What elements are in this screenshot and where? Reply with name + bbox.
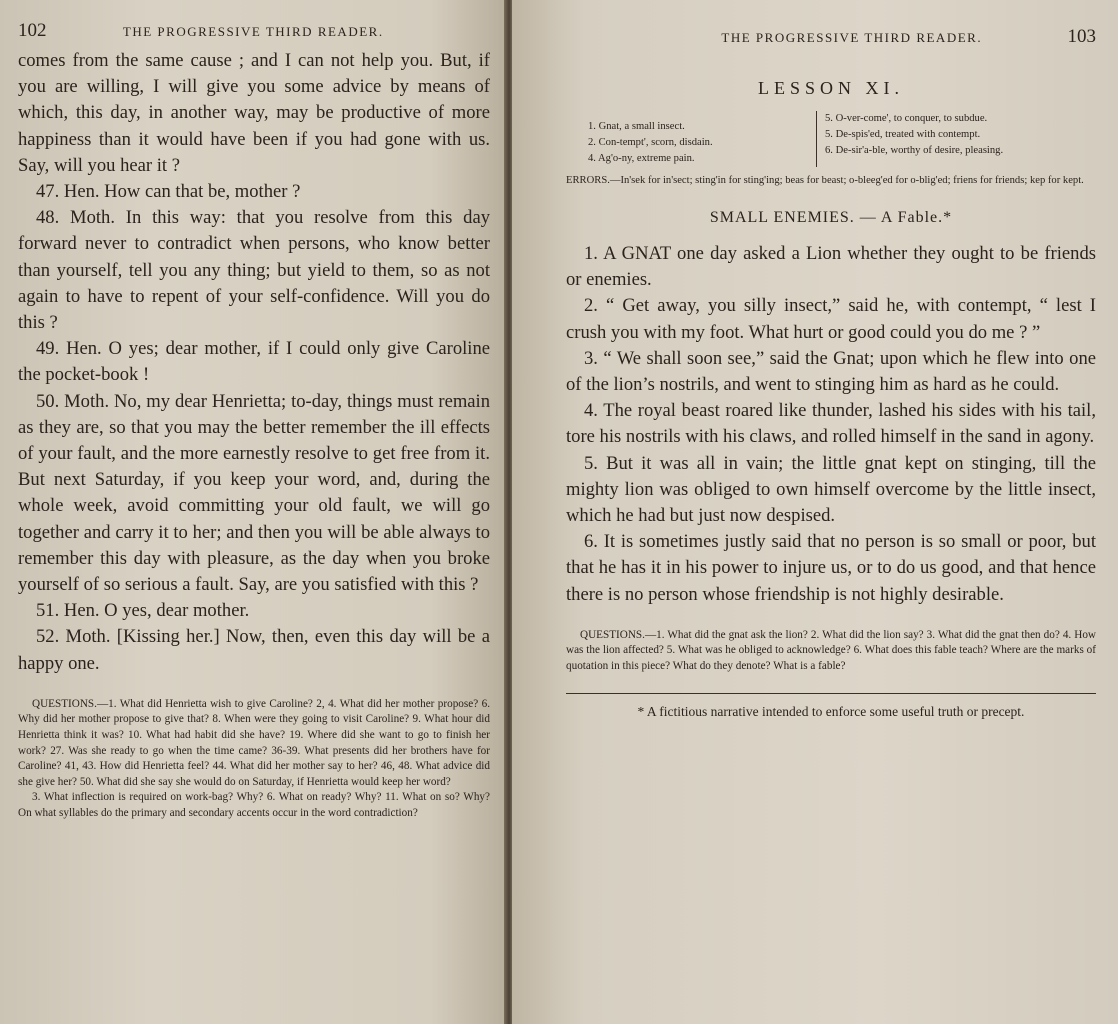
paragraph: 3. “ We shall soon see,” said the Gnat; upon which he flew into one of the lion’s nostrils, and went to stinging him as hard as he could. — [566, 347, 1096, 396]
paragraph: 1. A GNAT one day asked a Lion whether they ought to be friends or enemies. — [566, 243, 1096, 291]
footnote-rule — [566, 693, 1096, 694]
left-page — [0, 0, 506, 1024]
vocabulary-column-left — [588, 111, 816, 167]
questions-paragraph: 3. What inflection is required on work-bag? Why? 6. What on ready? Why? 11. What on so? Why? On what syllables do the primary and secondary accents occur in the word contradiction? — [18, 791, 490, 820]
right-page-number: 103 — [1067, 26, 1096, 47]
vocabulary-item: 2. Con-tempt', scorn, disdain. — [588, 137, 713, 148]
vocabulary-item: 4. Ag'o-ny, extreme pain. — [588, 153, 695, 164]
questions-paragraph: QUESTIONS.—1. What did the gnat ask the lion? 2. What did the lion say? 3. What did the gnat then do? 4. How was the lion affected? 5. What was he obliged to acknowledge? 6. What does this fable teach? Where are the marks of quotation in this piece? What do they denote? What is a fable? — [566, 628, 1096, 673]
story-title: SMALL ENEMIES. — A Fable.* — [709, 209, 953, 226]
right-running-head: THE PROGRESSIVE THIRD READER. — [721, 30, 983, 45]
paragraph: 5. But it was all in vain; the little gnat kept on stinging, till the mighty lion was obliged to own himself overcome by the little insect, which he had but just now despised. — [566, 452, 1096, 527]
paragraph: comes from the same cause ; and I can not help you. But, if you are willing, I will give you some advice by means of which, this day, in another way, may be productive of more happiness than it would have been if you had gone with us. Say, will you hear it ? — [18, 50, 490, 176]
vocabulary-item: 5. De-spis'ed, treated with contempt. — [825, 129, 981, 140]
vocabulary-column-right — [816, 111, 1013, 167]
vocabulary-list — [588, 111, 1096, 167]
left-page-number: 102 — [18, 20, 47, 41]
paragraph: 4. The royal beast roared like thunder, lashed his sides with his tail, tore his nostrils with his claws, and rolled himself in the sand in agony. — [566, 400, 1096, 448]
paragraph: 6. It is sometimes justly said that no person is so small or poor, but that he has it in his power to injure us, or to do us good, and that hence there is no person whose friendship is not highly desirable. — [566, 531, 1096, 605]
vocabulary-item: 1. Gnat, a small insect. — [588, 121, 685, 132]
right-page — [512, 0, 1118, 1024]
errors-note: ERRORS.—In'sek for in'sect; sting'in for sting'ing; beas for beast; o-bleeg'ed for o-blig'ed; friens for friends; kep for kept. — [566, 175, 1084, 186]
vocabulary-item: 5. O-ver-come', to conquer, to subdue. — [825, 113, 988, 124]
right-page-header — [566, 14, 1096, 48]
left-page-header — [18, 20, 490, 42]
paragraph: 2. “ Get away, you silly insect,” said he, with contempt, “ lest I crush you with my foot. What hurt or good could you do me ? ” — [566, 295, 1096, 343]
right-questions — [566, 628, 1096, 675]
left-body-text — [18, 48, 490, 677]
paragraph: 51. Hen. O yes, dear mother. — [36, 600, 250, 622]
vocabulary-item: 6. De-sir'a-ble, worthy of desire, pleasing. — [825, 145, 1004, 156]
paragraph: 47. Hen. How can that be, mother ? — [36, 181, 301, 203]
lesson-title: LESSON XI. — [757, 78, 904, 98]
left-questions — [18, 697, 490, 822]
questions-paragraph: QUESTIONS.—1. What did Henrietta wish to give Caroline? 2, 4. What did her mother propose? 6. Why did her mother propose to give that? 8. When were they going to visit Caroline? 9. What hour did Henrietta think it was? 10. What had habit did she have? 19. Where did she want to go to finish her work? 27. Was she ready to go when the time came? 36-39. What presents did her brothers have for Caroline? 41, 43. How did Henrietta feel? 44. What did her mother say to her? 46, 48. What advice did she give her? 50. What did she say she would do on Saturday, if Henrietta would keep her word? — [18, 697, 490, 788]
story-body — [566, 241, 1096, 608]
footnote: * A fictitious narrative intended to enforce some useful truth or precept. — [637, 703, 1025, 719]
paragraph: 52. Moth. [Kissing her.] Now, then, even this day will be a happy one. — [18, 626, 490, 674]
paragraph: 49. Hen. O yes; dear mother, if I could only give Caroline the pocket-book ! — [18, 338, 490, 386]
paragraph: 50. Moth. No, my dear Henrietta; to-day, things must remain as they are, so that you may the better remember the ill effects of your fault, and the more earnestly resolve to get free from it. But next Saturday, if you keep your word, and, during the whole week, avoid committing your old fault, we will go together and carry it to her; and then you will be able always to remember this day with pleasure, as the day when you broke yourself of so serious a fault. Say, are you satisfied with this ? — [18, 390, 490, 596]
left-running-head: THE PROGRESSIVE THIRD READER. — [122, 24, 384, 39]
paragraph: 48. Moth. In this way: that you resolve from this day forward never to contradict when persons, who know better than yourself, tell you any thing; but yield to them, so as not again to have to repent of your self-confidence. Will you do this ? — [18, 207, 490, 334]
